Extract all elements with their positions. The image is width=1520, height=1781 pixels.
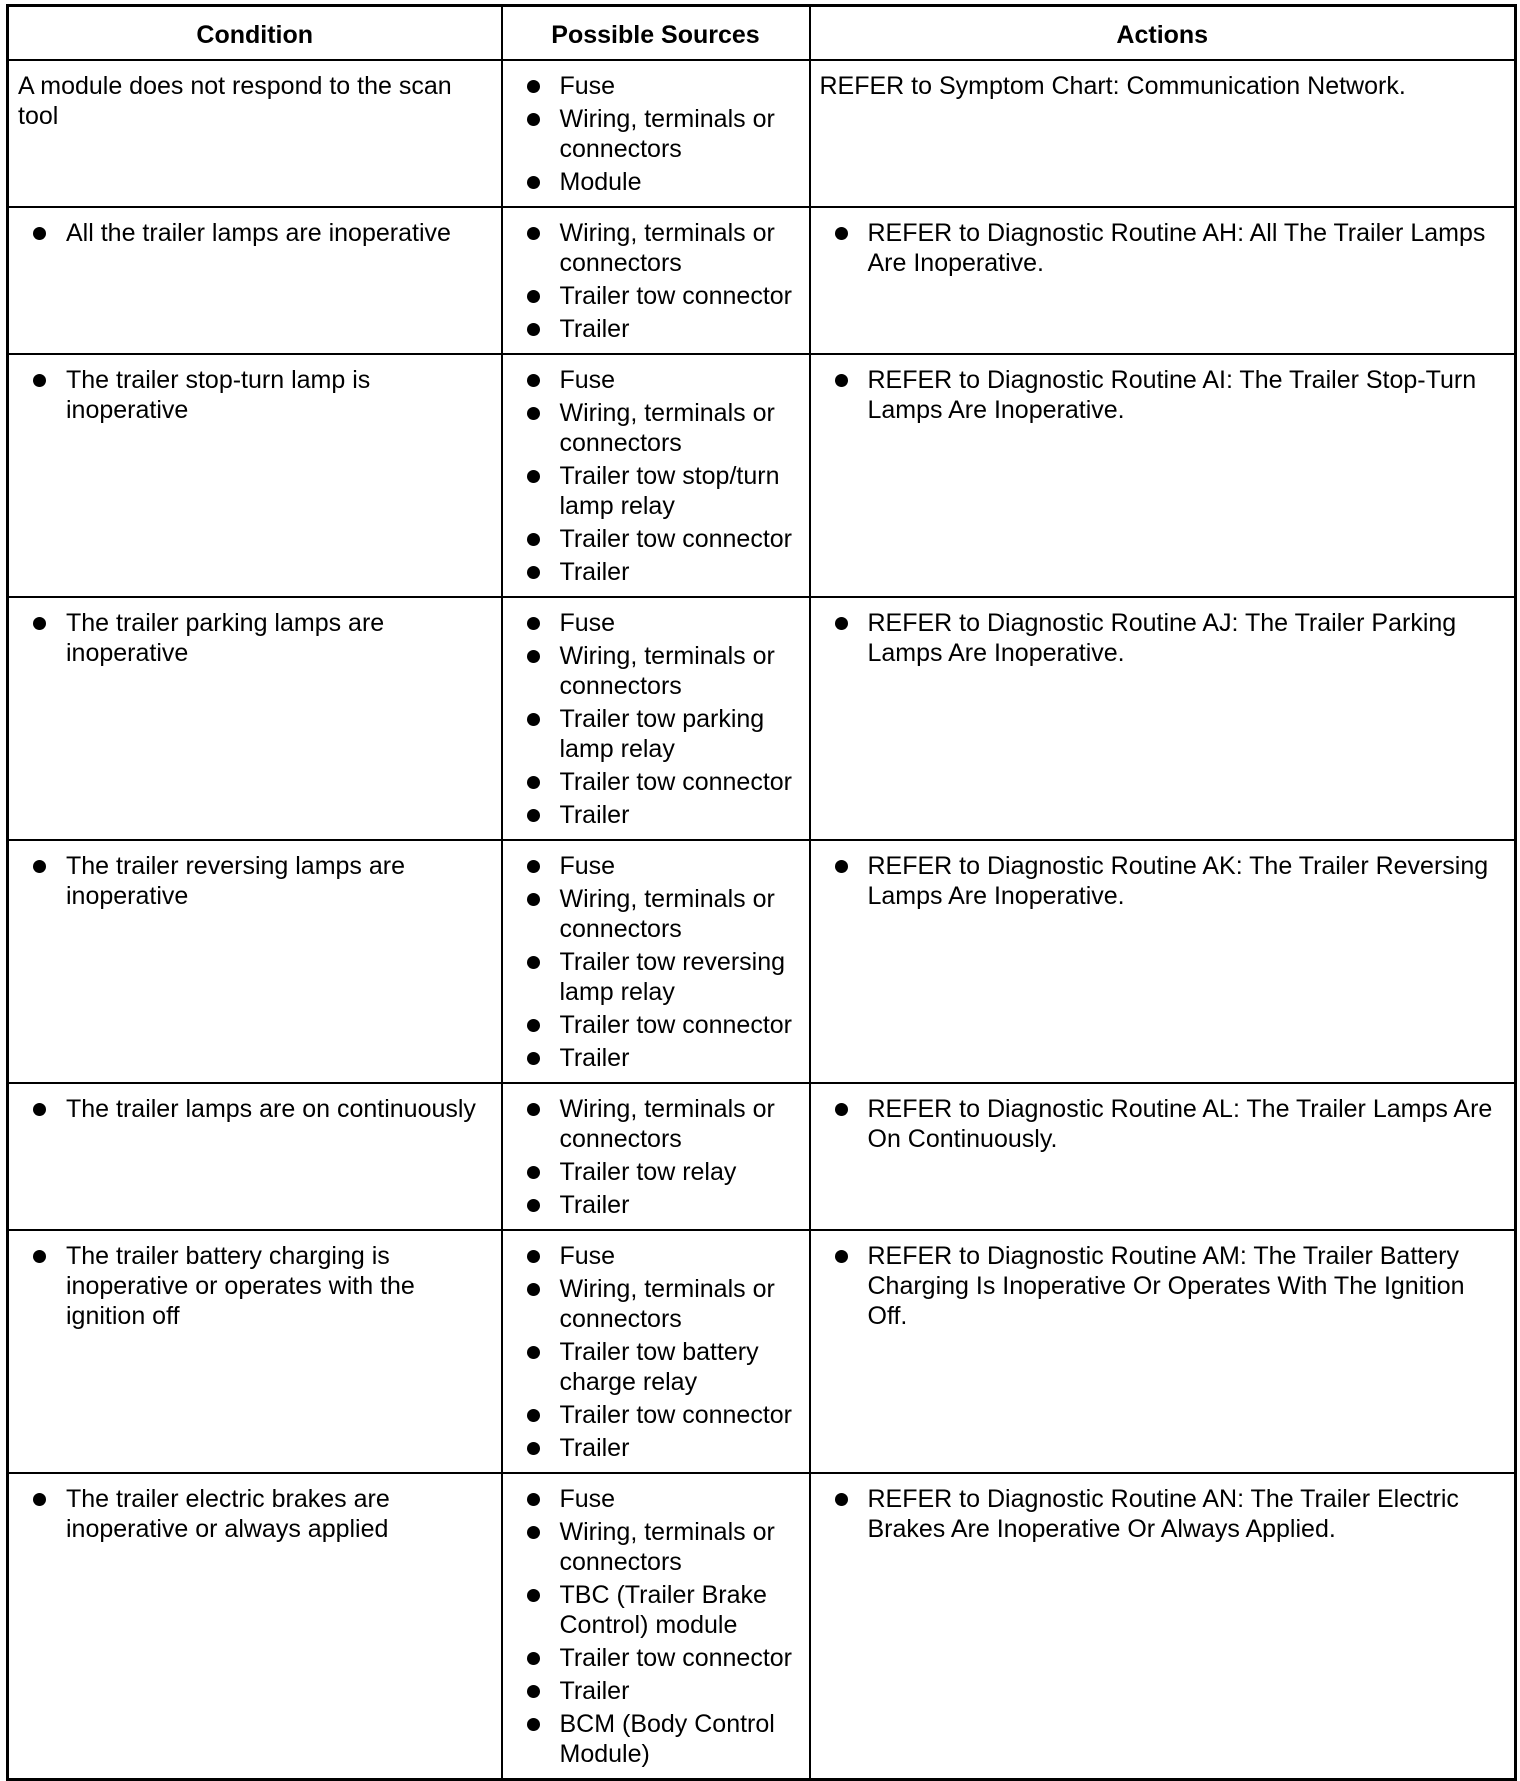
condition-cell (8, 1230, 502, 1473)
source-item: TBC (Trailer Brake Control) module (512, 1580, 800, 1640)
sources-cell (502, 840, 810, 1083)
condition-cell (8, 1083, 502, 1230)
source-item: Fuse (512, 608, 800, 638)
action-cell (810, 354, 1516, 597)
source-item: Trailer (512, 1676, 800, 1706)
action-cell (810, 597, 1516, 840)
source-item: Trailer tow relay (512, 1157, 800, 1187)
table-row (8, 1083, 1516, 1230)
action-text: REFER to Diagnostic Routine AK: The Trailer Reversing Lamps Are Inoperative. (820, 851, 1506, 911)
source-item: Trailer (512, 314, 800, 344)
condition-text: The trailer electric brakes are inoperative or always applied (18, 1484, 492, 1544)
condition-text: A module does not respond to the scan tool (18, 72, 452, 130)
action-cell (810, 60, 1516, 207)
action-cell (810, 1230, 1516, 1473)
source-item: Wiring, terminals or connectors (512, 1094, 800, 1154)
source-item: Module (512, 167, 800, 197)
table-row (8, 597, 1516, 840)
source-item: Wiring, terminals or connectors (512, 1274, 800, 1334)
condition-text: The trailer stop-turn lamp is inoperative (18, 365, 492, 425)
sources-cell (502, 1083, 810, 1230)
action-text: REFER to Symptom Chart: Communication Network. (819, 72, 1406, 100)
sources-cell (502, 207, 810, 354)
action-text: REFER to Diagnostic Routine AI: The Trailer Stop-Turn Lamps Are Inoperative. (820, 365, 1506, 425)
source-item: Trailer tow reversing lamp relay (512, 947, 800, 1007)
condition-cell (8, 207, 502, 354)
condition-text: The trailer battery charging is inoperative or operates with the ignition off (18, 1241, 492, 1331)
sources-cell (502, 597, 810, 840)
sources-cell (502, 1473, 810, 1780)
source-item: Trailer tow battery charge relay (512, 1337, 800, 1397)
header-condition: Condition (8, 6, 502, 61)
action-text: REFER to Diagnostic Routine AJ: The Trailer Parking Lamps Are Inoperative. (820, 608, 1506, 668)
table-row (8, 354, 1516, 597)
table-row (8, 840, 1516, 1083)
source-item: Trailer tow connector (512, 281, 800, 311)
source-item: Trailer tow connector (512, 767, 800, 797)
condition-cell (8, 1473, 502, 1780)
header-row (8, 6, 1516, 61)
action-text: REFER to Diagnostic Routine AN: The Trailer Electric Brakes Are Inoperative Or Always Applied. (820, 1484, 1506, 1544)
action-cell (810, 1083, 1516, 1230)
condition-text: All the trailer lamps are inoperative (18, 218, 492, 248)
source-item: Trailer (512, 1043, 800, 1073)
source-item: Trailer (512, 800, 800, 830)
header-actions: Actions (810, 6, 1516, 61)
source-item: Trailer tow parking lamp relay (512, 704, 800, 764)
condition-text: The trailer reversing lamps are inoperative (18, 851, 492, 911)
source-item: Trailer tow connector (512, 524, 800, 554)
sources-cell (502, 1230, 810, 1473)
symptom-chart-table (6, 4, 1517, 1781)
sources-cell (502, 60, 810, 207)
condition-text: The trailer lamps are on continuously (18, 1094, 492, 1124)
action-text: REFER to Diagnostic Routine AL: The Trailer Lamps Are On Continuously. (820, 1094, 1506, 1154)
source-item: Fuse (512, 1484, 800, 1514)
source-item: Trailer (512, 1433, 800, 1463)
action-cell (810, 207, 1516, 354)
condition-cell (8, 60, 502, 207)
action-text: REFER to Diagnostic Routine AM: The Trailer Battery Charging Is Inoperative Or Operates With The Ignition Off. (820, 1241, 1506, 1331)
table-row (8, 207, 1516, 354)
action-cell (810, 1473, 1516, 1780)
header-possible-sources: Possible Sources (502, 6, 810, 61)
source-item: Trailer tow stop/turn lamp relay (512, 461, 800, 521)
source-item: Fuse (512, 71, 800, 101)
condition-cell (8, 840, 502, 1083)
source-item: Wiring, terminals or connectors (512, 218, 800, 278)
source-item: Wiring, terminals or connectors (512, 1517, 800, 1577)
condition-text: The trailer parking lamps are inoperative (18, 608, 492, 668)
source-item: Wiring, terminals or connectors (512, 398, 800, 458)
action-cell (810, 840, 1516, 1083)
source-item: BCM (Body Control Module) (512, 1709, 800, 1769)
source-item: Trailer (512, 1190, 800, 1220)
source-item: Fuse (512, 1241, 800, 1271)
action-text: REFER to Diagnostic Routine AH: All The Trailer Lamps Are Inoperative. (820, 218, 1506, 278)
source-item: Fuse (512, 365, 800, 395)
source-item: Wiring, terminals or connectors (512, 641, 800, 701)
source-item: Wiring, terminals or connectors (512, 884, 800, 944)
source-item: Wiring, terminals or connectors (512, 104, 800, 164)
table-row (8, 1473, 1516, 1780)
condition-cell (8, 354, 502, 597)
sources-cell (502, 354, 810, 597)
source-item: Fuse (512, 851, 800, 881)
source-item: Trailer (512, 557, 800, 587)
source-item: Trailer tow connector (512, 1400, 800, 1430)
table-row (8, 1230, 1516, 1473)
condition-cell (8, 597, 502, 840)
table-row (8, 60, 1516, 207)
source-item: Trailer tow connector (512, 1643, 800, 1673)
source-item: Trailer tow connector (512, 1010, 800, 1040)
